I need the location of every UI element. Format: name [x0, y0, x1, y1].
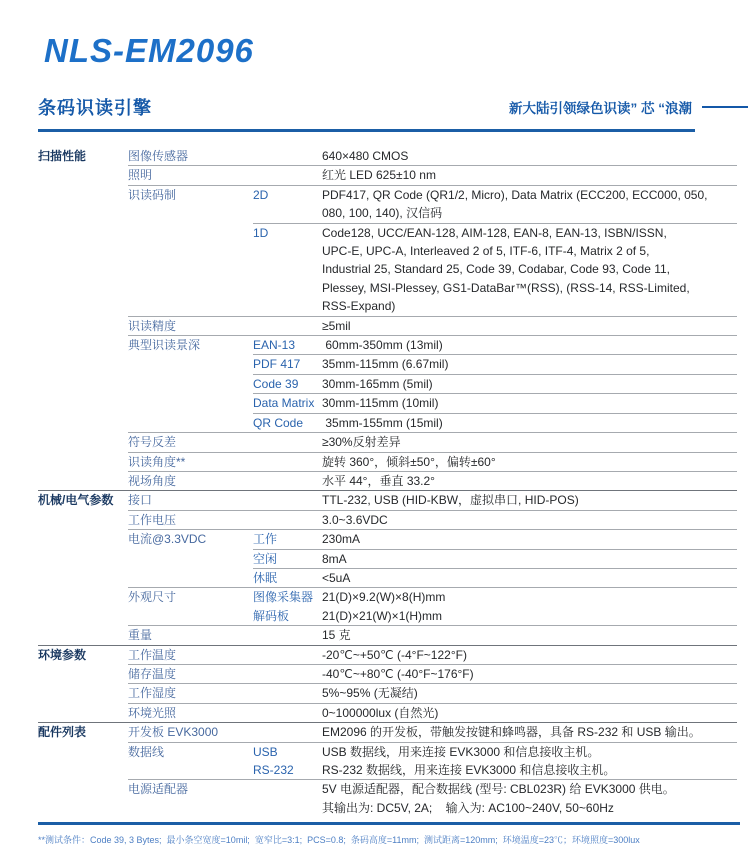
spec-row — [38, 550, 737, 568]
value-cell — [322, 491, 737, 509]
value-line: 080, 100, 140), 汉信码 — [322, 206, 443, 221]
value-cell — [322, 550, 737, 568]
property-label: 图像传感器 — [128, 149, 189, 163]
spec-row — [38, 743, 737, 761]
value-line: 640×480 CMOS — [322, 149, 409, 163]
property-label: 环境光照 — [128, 705, 177, 720]
property-label: 识读码制 — [128, 187, 177, 202]
spec-row — [38, 684, 737, 702]
value-cell — [322, 336, 737, 354]
spec-row — [38, 646, 737, 664]
value-cell — [322, 530, 737, 548]
property-label: 数据线 — [128, 744, 165, 759]
property-label: 外观尺寸 — [128, 590, 177, 605]
value-line: 3.0~3.6VDC — [322, 512, 388, 527]
value-cell — [322, 780, 737, 817]
value-cell — [322, 394, 737, 412]
value-line: PDF417, QR Code (QR1/2, Micro), Data Matrix (ECC200, ECC000, 050, — [322, 187, 708, 202]
value-line: Industrial 25, Standard 25, Code 39, Codabar, Code 93, Code 11, — [322, 262, 671, 277]
spec-row — [38, 394, 737, 412]
value-cell — [322, 761, 737, 779]
brand-tagline-text: 新大陆引领绿色识读” 芯 “浪潮 — [508, 101, 692, 116]
spec-row — [38, 414, 737, 432]
sub-label: 工作 — [253, 532, 278, 547]
value-line: -40℃~+80℃ (-40°F~176°F) — [322, 666, 474, 681]
spec-row — [38, 511, 737, 529]
value-cell — [322, 433, 737, 451]
property-label: 开发板 EVK3000 — [128, 725, 219, 740]
spec-row — [38, 607, 737, 625]
sub-label: RS-232 — [253, 763, 294, 777]
sub-label: Data Matrix — [253, 396, 315, 411]
sub-label: 2D — [253, 187, 269, 202]
sub-label: 解码板 — [253, 608, 290, 623]
value-cell — [322, 646, 737, 664]
spec-row — [38, 375, 737, 393]
spec-row — [38, 491, 737, 509]
value-line: 5%~95% (无凝结) — [322, 686, 418, 701]
tagline-dash-line — [702, 106, 748, 109]
section-label: 机械/电气参数 — [38, 493, 114, 508]
property-label: 接口 — [128, 493, 153, 508]
spec-row — [38, 317, 737, 335]
spec-row — [38, 704, 737, 722]
value-cell — [322, 569, 737, 587]
value-cell — [322, 414, 737, 432]
value-cell — [322, 511, 737, 529]
spec-row — [38, 336, 737, 354]
property-label: 识读精度 — [128, 318, 177, 333]
value-line: 21(D)×9.2(W)×8(H)mm — [322, 590, 446, 605]
spec-row — [38, 147, 737, 165]
value-cell — [322, 186, 737, 223]
sub-label: USB — [253, 744, 278, 759]
value-line: 35mm-115mm (6.67mil) — [322, 357, 449, 372]
value-line: UPC-E, UPC-A, Interleaved 2 of 5, ITF-6, ITF-4, Matrix 2 of 5, — [322, 244, 650, 259]
spec-row — [38, 780, 737, 817]
property-label: 符号反差 — [128, 435, 177, 450]
value-line: 5V 电源适配器，配合数据线 (型号: CBL023R) 给 EVK3000 供电。 — [322, 782, 675, 797]
value-cell — [322, 224, 737, 316]
value-line: TTL-232, USB (HID-KBW，虚拟串口, HID-POS) — [322, 493, 579, 508]
value-line: Code128, UCC/EAN-128, AIM-128, EAN-8, EAN-13, ISBN/ISSN, — [322, 225, 667, 240]
brand-tagline — [509, 97, 748, 117]
spec-row — [38, 472, 737, 490]
spec-row — [38, 588, 737, 606]
section-header — [38, 94, 748, 120]
product-title: NLS-EM2096 — [44, 32, 254, 69]
value-line: <5uA — [322, 570, 351, 585]
spec-row — [38, 355, 737, 373]
spec-row — [38, 224, 737, 316]
spec-row — [38, 166, 737, 184]
value-line: 0~100000lux (自然光) — [322, 705, 439, 720]
property-label: 工作温度 — [128, 647, 177, 662]
value-cell — [322, 743, 737, 761]
value-line: 15 克 — [322, 628, 351, 643]
value-line: EM2096 的开发板，带触发按键和蜂鸣器，具备 RS-232 和 USB 输出。 — [322, 725, 701, 740]
value-cell — [322, 317, 737, 335]
property-label: 工作湿度 — [128, 686, 177, 701]
sub-label: 空闲 — [253, 551, 278, 566]
header-rule — [38, 129, 695, 132]
spec-row — [38, 186, 737, 223]
value-cell — [322, 723, 737, 741]
value-line: -20℃~+50℃ (-4°F~122°F) — [322, 647, 467, 662]
page-subtitle: 条码识读引擎 — [38, 98, 152, 118]
spec-row — [38, 433, 737, 451]
sub-label: PDF 417 — [253, 357, 301, 372]
sub-label: 1D — [253, 225, 269, 240]
value-cell — [322, 147, 737, 165]
value-line: 35mm-155mm (15mil) — [322, 415, 443, 430]
value-cell — [322, 472, 737, 490]
property-label: 视场角度 — [128, 473, 177, 488]
footnote: **测试条件：Code 39, 3 Bytes; 最小条空宽度=10mil; 宽窄比=3:1; PCS=0.8; 条码高度=11mm; 测试距离=120mm; 环境温度=23℃；环境照度=300lux — [38, 835, 640, 846]
spec-row — [38, 665, 737, 683]
value-cell — [322, 355, 737, 373]
value-line: 其输出为: DC5V, 2A; 输入为: AC100~240V, 50~60Hz — [322, 800, 614, 815]
sub-label: Code 39 — [253, 376, 299, 391]
spec-row — [38, 453, 737, 471]
property-label: 重量 — [128, 628, 153, 643]
section-label: 配件列表 — [38, 725, 87, 740]
value-line: 旋转 360°，倾斜±50°，偏转±60° — [322, 454, 496, 469]
spec-row — [38, 569, 737, 587]
property-label: 识读角度** — [128, 454, 186, 469]
bottom-rule — [38, 822, 740, 825]
value-cell — [322, 684, 737, 702]
spec-table — [38, 147, 737, 817]
property-label: 工作电压 — [128, 512, 177, 527]
value-cell — [322, 665, 737, 683]
value-line: RS-232 数据线，用来连接 EVK3000 和信息接收主机。 — [322, 763, 616, 777]
value-cell — [322, 166, 737, 184]
value-line: 8mA — [322, 551, 347, 566]
value-cell — [322, 607, 737, 625]
sub-label: 图像采集器 — [253, 590, 314, 605]
value-line: 230mA — [322, 532, 361, 547]
value-line: 30mm-165mm (5mil) — [322, 376, 433, 391]
value-line: 水平 44°，垂直 33.2° — [322, 473, 435, 488]
sub-label: EAN-13 — [253, 338, 296, 353]
property-label: 典型识读景深 — [128, 338, 201, 353]
section-label: 扫描性能 — [38, 149, 87, 163]
property-label: 电流@3.3VDC — [128, 532, 207, 547]
property-label: 照明 — [128, 168, 153, 183]
value-line: 21(D)×21(W)×1(H)mm — [322, 608, 443, 623]
value-cell — [322, 588, 737, 606]
value-cell — [322, 626, 737, 644]
value-line: USB 数据线，用来连接 EVK3000 和信息接收主机。 — [322, 744, 600, 759]
property-label: 储存温度 — [128, 666, 177, 681]
value-line: 30mm-115mm (10mil) — [322, 396, 439, 411]
spec-row — [38, 761, 737, 779]
spec-row — [38, 626, 737, 644]
property-label: 电源适配器 — [128, 782, 189, 797]
value-line: Plessey, MSI-Plessey, GS1-DataBar™(RSS), (RSS-14, RSS-Limited, — [322, 280, 690, 295]
value-line: ≥30%反射差异 — [322, 435, 401, 450]
value-cell — [322, 704, 737, 722]
value-cell — [322, 453, 737, 471]
sub-label: 休眠 — [253, 570, 278, 585]
sub-label: QR Code — [253, 415, 304, 430]
value-cell — [322, 375, 737, 393]
value-line: 红光 LED 625±10 nm — [322, 168, 436, 183]
value-line: 60mm-350mm (13mil) — [322, 338, 443, 353]
spec-row — [38, 723, 737, 741]
section-label: 环境参数 — [38, 647, 87, 662]
value-line: ≥5mil — [322, 318, 351, 333]
value-line: RSS-Expand) — [322, 299, 396, 314]
spec-row — [38, 530, 737, 548]
